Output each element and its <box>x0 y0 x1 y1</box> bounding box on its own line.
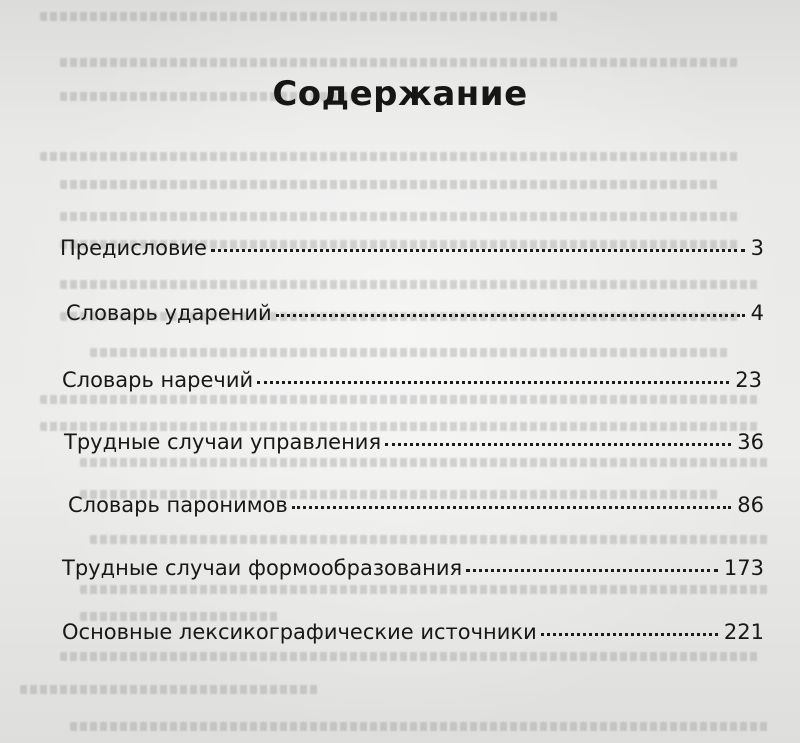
dot-leader <box>276 311 745 317</box>
dot-leader <box>466 566 718 572</box>
toc-entry-label: Словарь ударений <box>66 301 272 325</box>
toc-entry-label: Словарь паронимов <box>68 493 288 517</box>
toc-entry-label: Трудные случаи управления <box>64 430 382 454</box>
dot-leader <box>211 246 745 252</box>
toc-entry-stress-dictionary <box>66 301 764 325</box>
toc-entry-difficult-formation <box>62 556 764 580</box>
toc-entry-label: Основные лексикографические источники <box>62 620 537 644</box>
toc-entry-adverbs-dictionary <box>62 368 762 392</box>
page-title: Содержание <box>272 74 528 114</box>
toc-entry-page-number: 86 <box>737 493 764 517</box>
dot-leader <box>541 630 718 636</box>
toc-entry-preface <box>60 236 764 260</box>
toc-entry-label: Предисловие <box>60 236 207 260</box>
dot-leader <box>257 378 729 384</box>
toc-entry-page-number: 23 <box>735 368 762 392</box>
toc-entry-page-number: 3 <box>750 236 764 260</box>
toc-entry-page-number: 4 <box>750 301 764 325</box>
toc-entry-page-number: 173 <box>723 556 764 580</box>
toc-entry-paronyms-dictionary <box>68 493 764 517</box>
toc-entry-page-number: 221 <box>723 620 764 644</box>
dot-leader <box>292 503 731 509</box>
toc-entry-label: Словарь наречий <box>62 368 254 392</box>
toc-entry-lexicographic-sources <box>62 620 764 644</box>
dot-leader <box>385 440 731 446</box>
toc-entry-label: Трудные случаи формообразования <box>62 556 463 580</box>
toc-entry-difficult-government <box>64 430 764 454</box>
toc-entry-page-number: 36 <box>737 430 764 454</box>
